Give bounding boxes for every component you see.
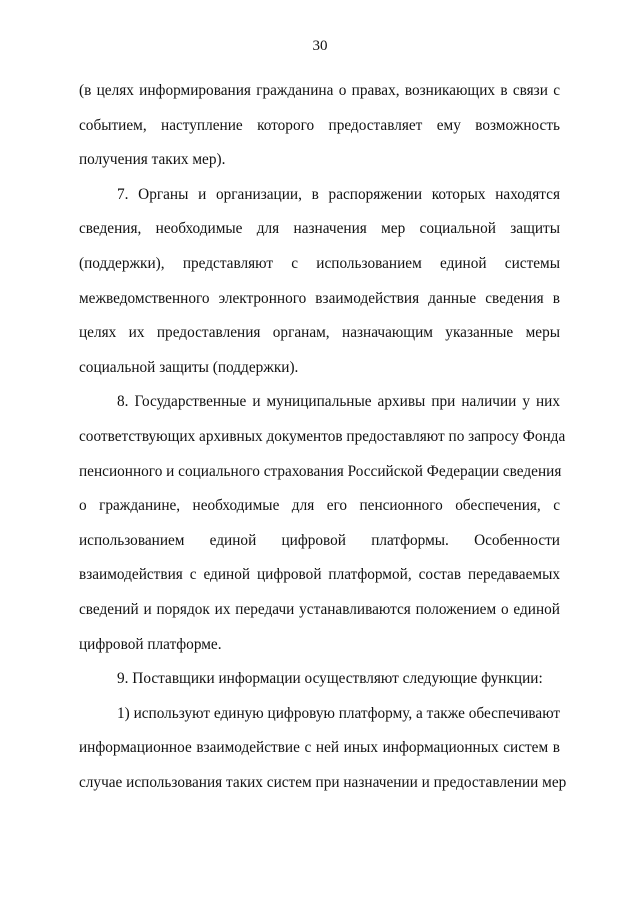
paragraph-item-8 (79, 385, 566, 662)
page-number: 30 (312, 38, 328, 54)
text-line: информационное взаимодействие с ней иных информационных систем в (79, 739, 560, 757)
text-line: 7. Органы и организации, в распоряжении которых находятся (117, 185, 560, 203)
text-line: межведомственного электронного взаимодействия данные сведения в (79, 289, 560, 307)
text-line: социальной защиты (поддержки). (79, 358, 299, 376)
text-line: сведений и порядок их передачи устанавливаются положением о единой (79, 600, 560, 618)
paragraph-continuation (79, 74, 560, 178)
text-line: взаимодействия с единой цифровой платформой, состав передаваемых (79, 566, 560, 584)
text-line: сведения, необходимые для назначения мер социальной защиты (79, 220, 560, 238)
text-line: событием, наступление которого предоставляет ему возможность (79, 116, 560, 134)
text-line: использованием единой цифровой платформы. Особенности (79, 531, 560, 549)
text-line: цифровой платформе. (79, 635, 222, 653)
text-line: о гражданине, необходимые для его пенсионного обеспечения, с (79, 497, 560, 515)
text-line: 8. Государственные и муниципальные архивы при наличии у них (117, 393, 560, 411)
paragraph-item-9-1 (79, 697, 567, 801)
paragraph-item-9 (79, 662, 560, 697)
text-line: 9. Поставщики информации осуществляют следующие функции: (117, 670, 543, 688)
text-line: соответствующих архивных документов предоставляют по запросу Фонда (79, 427, 566, 445)
text-line: (поддержки), представляют с использованием единой системы (79, 254, 560, 272)
text-line: случае использования таких систем при назначении и предоставлении мер (79, 773, 567, 791)
text-line: целях их предоставления органам, назначающим указанные меры (79, 324, 560, 342)
document-body (79, 74, 567, 800)
paragraph-item-7 (79, 178, 560, 386)
text-line: (в целях информирования гражданина о правах, возникающих в связи с (79, 82, 560, 99)
text-line: получения таких мер). (79, 151, 226, 169)
text-line: 1) используют единую цифровую платформу, а также обеспечивают (117, 704, 561, 722)
text-line: пенсионного и социального страхования Российской Федерации сведения (79, 462, 562, 480)
